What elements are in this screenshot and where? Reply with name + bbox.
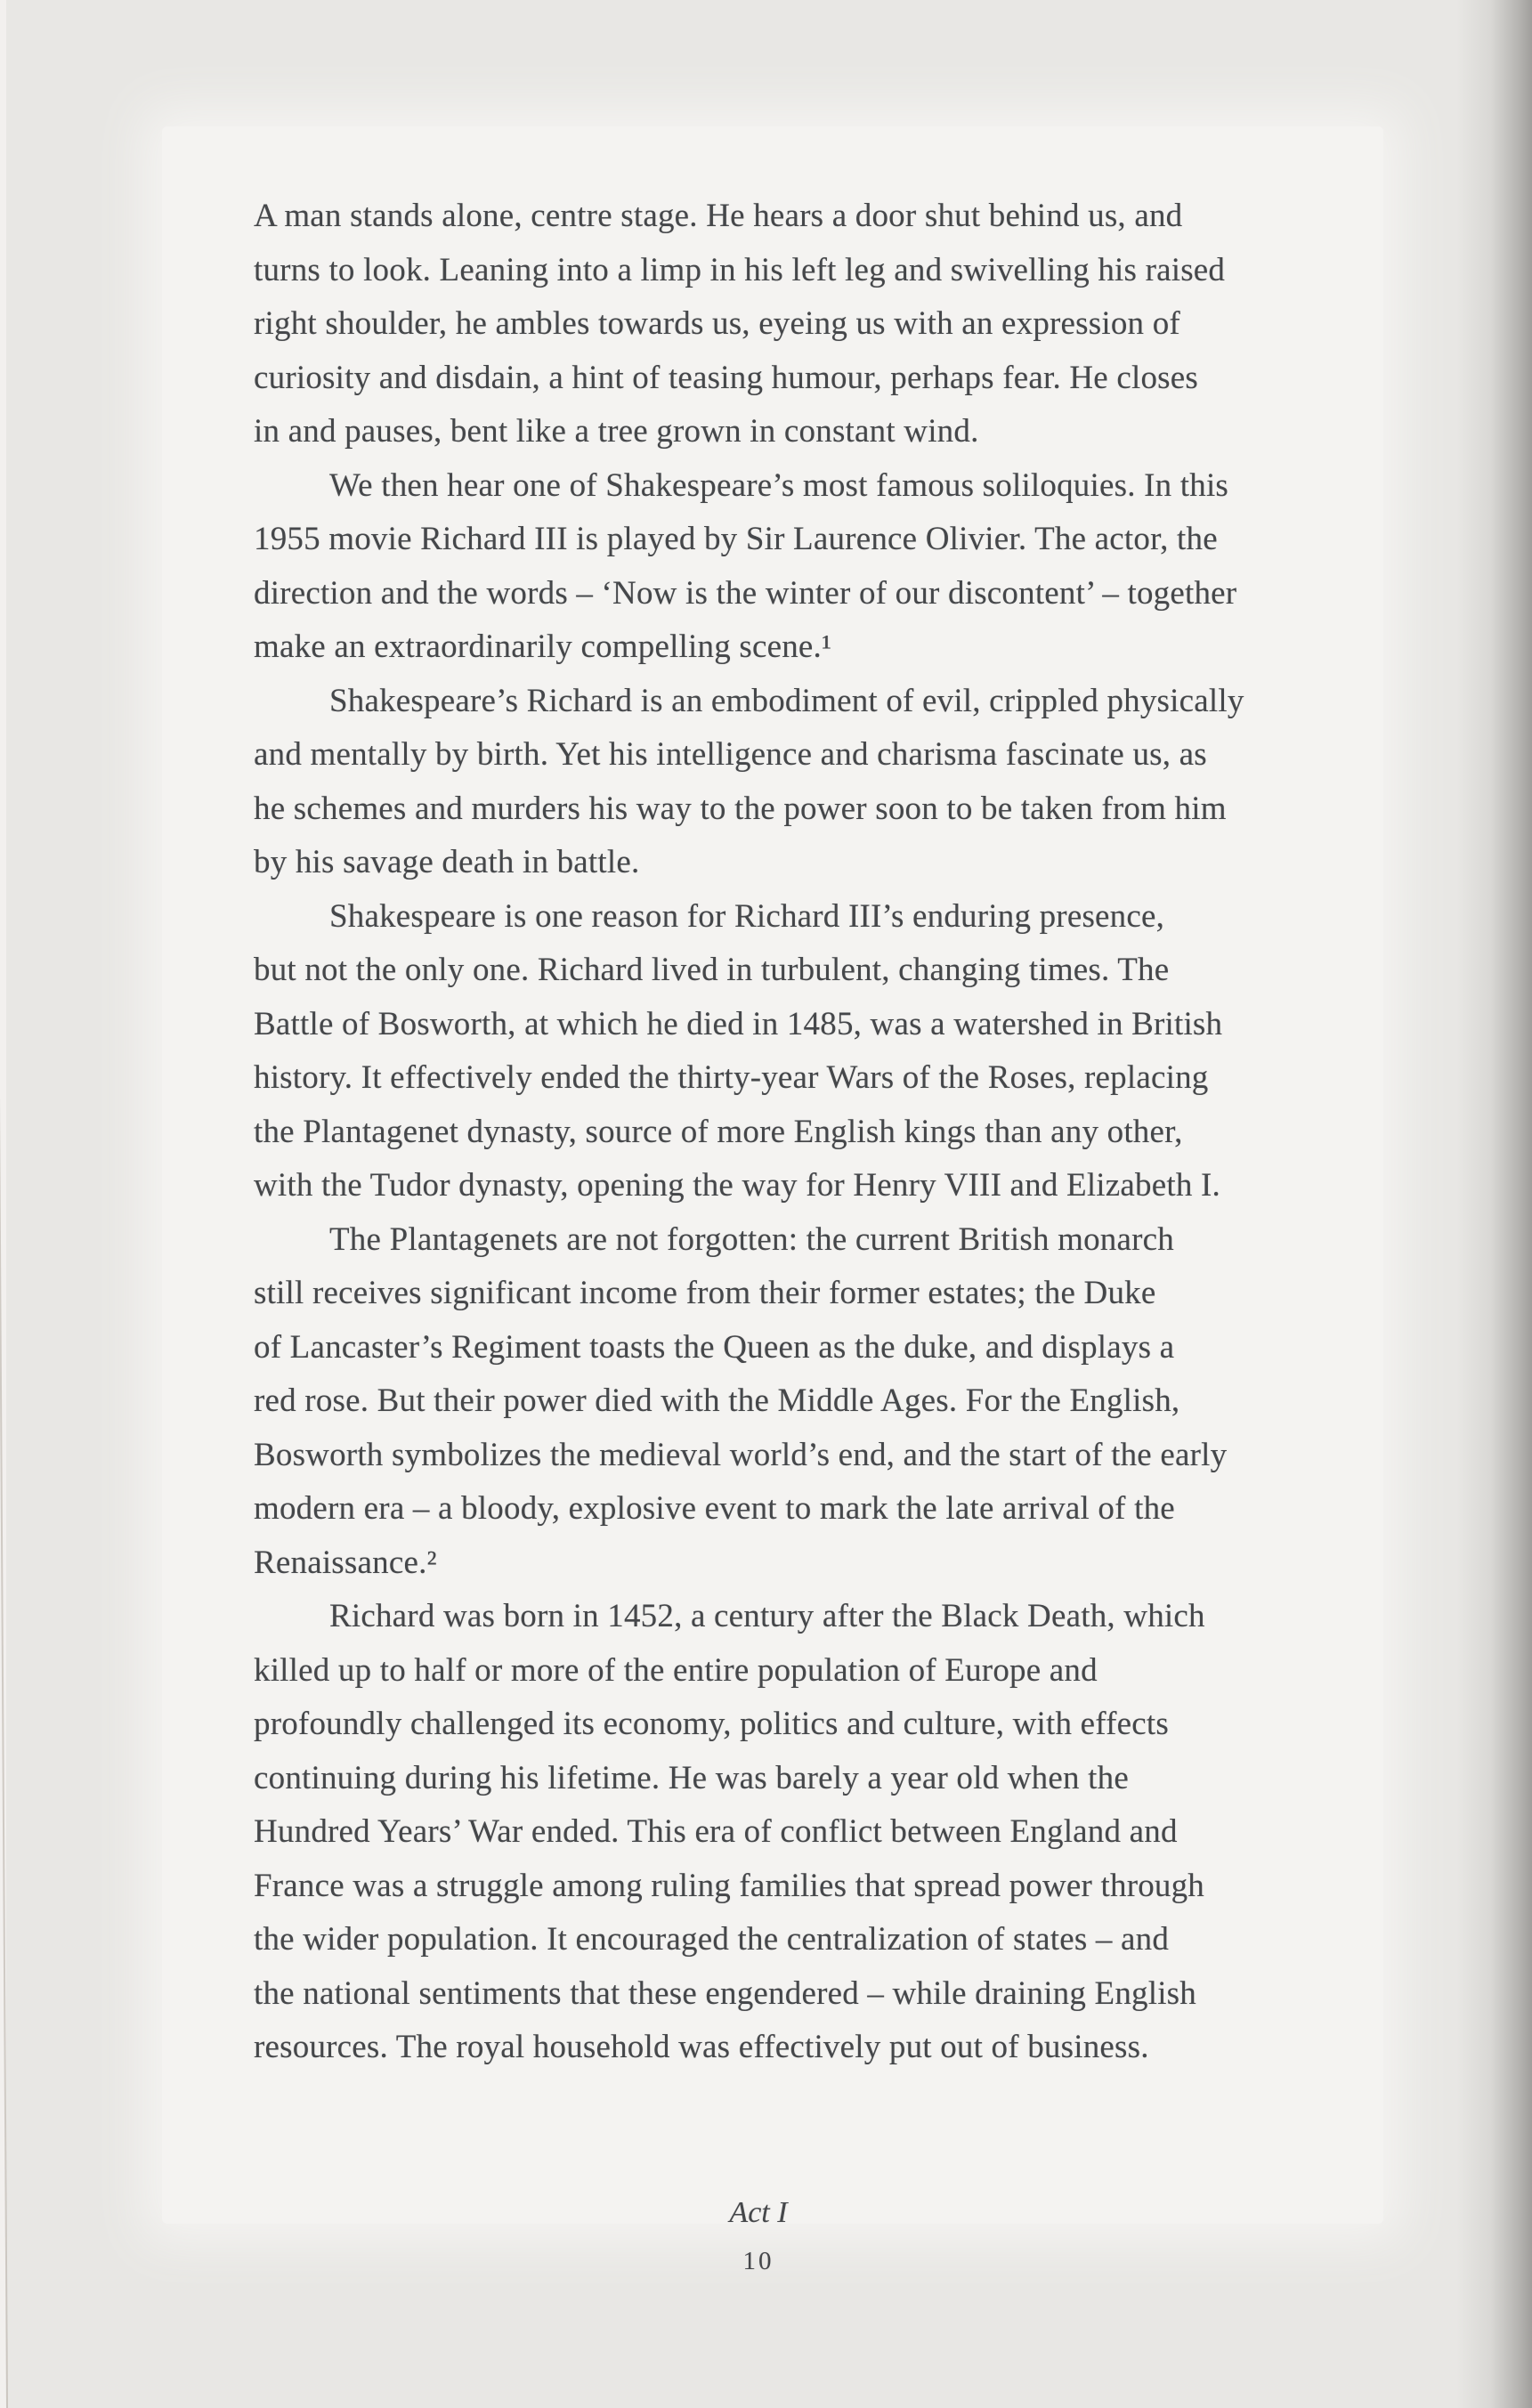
body-text xyxy=(254,190,1358,2075)
text-line: curiosity and disdain, a hint of teasing humour, perhaps fear. He closes xyxy=(254,359,1198,396)
text-line: Shakespeare’s Richard is an embodiment of evil, crippled physically xyxy=(329,682,1244,719)
text-line: resources. The royal household was effectively put out of business. xyxy=(254,2029,1149,2065)
text-line: Bosworth symbolizes the medieval world’s end, and the start of the early xyxy=(254,1436,1228,1473)
text-line: continuing during his lifetime. He was barely a year old when the xyxy=(254,1759,1129,1796)
text-line: Richard was born in 1452, a century after the Black Death, which xyxy=(329,1598,1205,1634)
text-line: turns to look. Leaning into a limp in his left leg and swivelling his raised xyxy=(254,251,1226,288)
page-number: 10 xyxy=(742,2247,774,2275)
text-line: and mentally by birth. Yet his intelligence and charisma fascinate us, as xyxy=(254,736,1207,773)
paragraph-6 xyxy=(254,1590,1358,2075)
text-line: in and pauses, bent like a tree grown in constant wind. xyxy=(254,413,979,450)
paragraph-2 xyxy=(254,459,1358,675)
text-line: he schemes and murders his way to the power soon to be taken from him xyxy=(254,790,1227,827)
text-line: 1955 movie Richard III is played by Sir Laurence Olivier. The actor, the xyxy=(254,521,1218,557)
text-line: the wider population. It encouraged the centralization of states – and xyxy=(254,1921,1170,1958)
text-line: of Lancaster’s Regiment toasts the Queen as the duke, and displays a xyxy=(254,1328,1175,1366)
text-line: by his savage death in battle. xyxy=(254,844,640,880)
text-line: We then hear one of Shakespeare’s most famous soliloquies. In this xyxy=(329,466,1229,504)
paragraph-5 xyxy=(254,1213,1358,1591)
text-line: but not the only one. Richard lived in turbulent, changing times. The xyxy=(254,952,1170,988)
running-footer-act: Act I xyxy=(729,2196,788,2229)
text-line: make an extraordinarily compelling scene.¹ xyxy=(254,628,832,665)
text-line: Hundred Years’ War ended. This era of conflict between England and xyxy=(254,1813,1178,1850)
text-line: A man stands alone, centre stage. He hears a door shut behind us, and xyxy=(254,198,1183,234)
paragraph-4 xyxy=(254,890,1358,1213)
text-line: with the Tudor dynasty, opening the way for Henry VIII and Elizabeth I. xyxy=(254,1167,1220,1204)
text-line: Battle of Bosworth, at which he died in 1485, was a watershed in British xyxy=(254,1005,1223,1042)
text-line: Shakespeare is one reason for Richard III’s enduring presence, xyxy=(329,897,1165,935)
text-line: still receives significant income from their former estates; the Duke xyxy=(254,1275,1156,1311)
text-line: history. It effectively ended the thirty-year Wars of the Roses, replacing xyxy=(254,1059,1209,1096)
paragraph-3 xyxy=(254,675,1358,890)
text-line: direction and the words – ‘Now is the winter of our discontent’ – together xyxy=(254,574,1237,612)
text-line: killed up to half or more of the entire population of Europe and xyxy=(254,1651,1098,1689)
text-line: The Plantagenets are not forgotten: the current British monarch xyxy=(329,1220,1174,1258)
text-line: modern era – a bloody, explosive event to mark the late arrival of the xyxy=(254,1490,1175,1527)
text-line: the national sentiments that these engendered – while draining English xyxy=(254,1974,1196,2012)
text-line: right shoulder, he ambles towards us, eyeing us with an expression of xyxy=(254,305,1180,342)
text-line: France was a struggle among ruling families that spread power through xyxy=(254,1867,1205,1904)
text-line: red rose. But their power died with the Middle Ages. For the English, xyxy=(254,1382,1180,1419)
text-line: Renaissance.² xyxy=(254,1544,437,1581)
paragraph-1 xyxy=(254,190,1358,459)
scan-right-shadow xyxy=(1456,0,1532,2408)
text-line: the Plantagenet dynasty, source of more English kings than any other, xyxy=(254,1113,1183,1150)
text-line: profoundly challenged its economy, politics and culture, with effects xyxy=(254,1706,1169,1742)
